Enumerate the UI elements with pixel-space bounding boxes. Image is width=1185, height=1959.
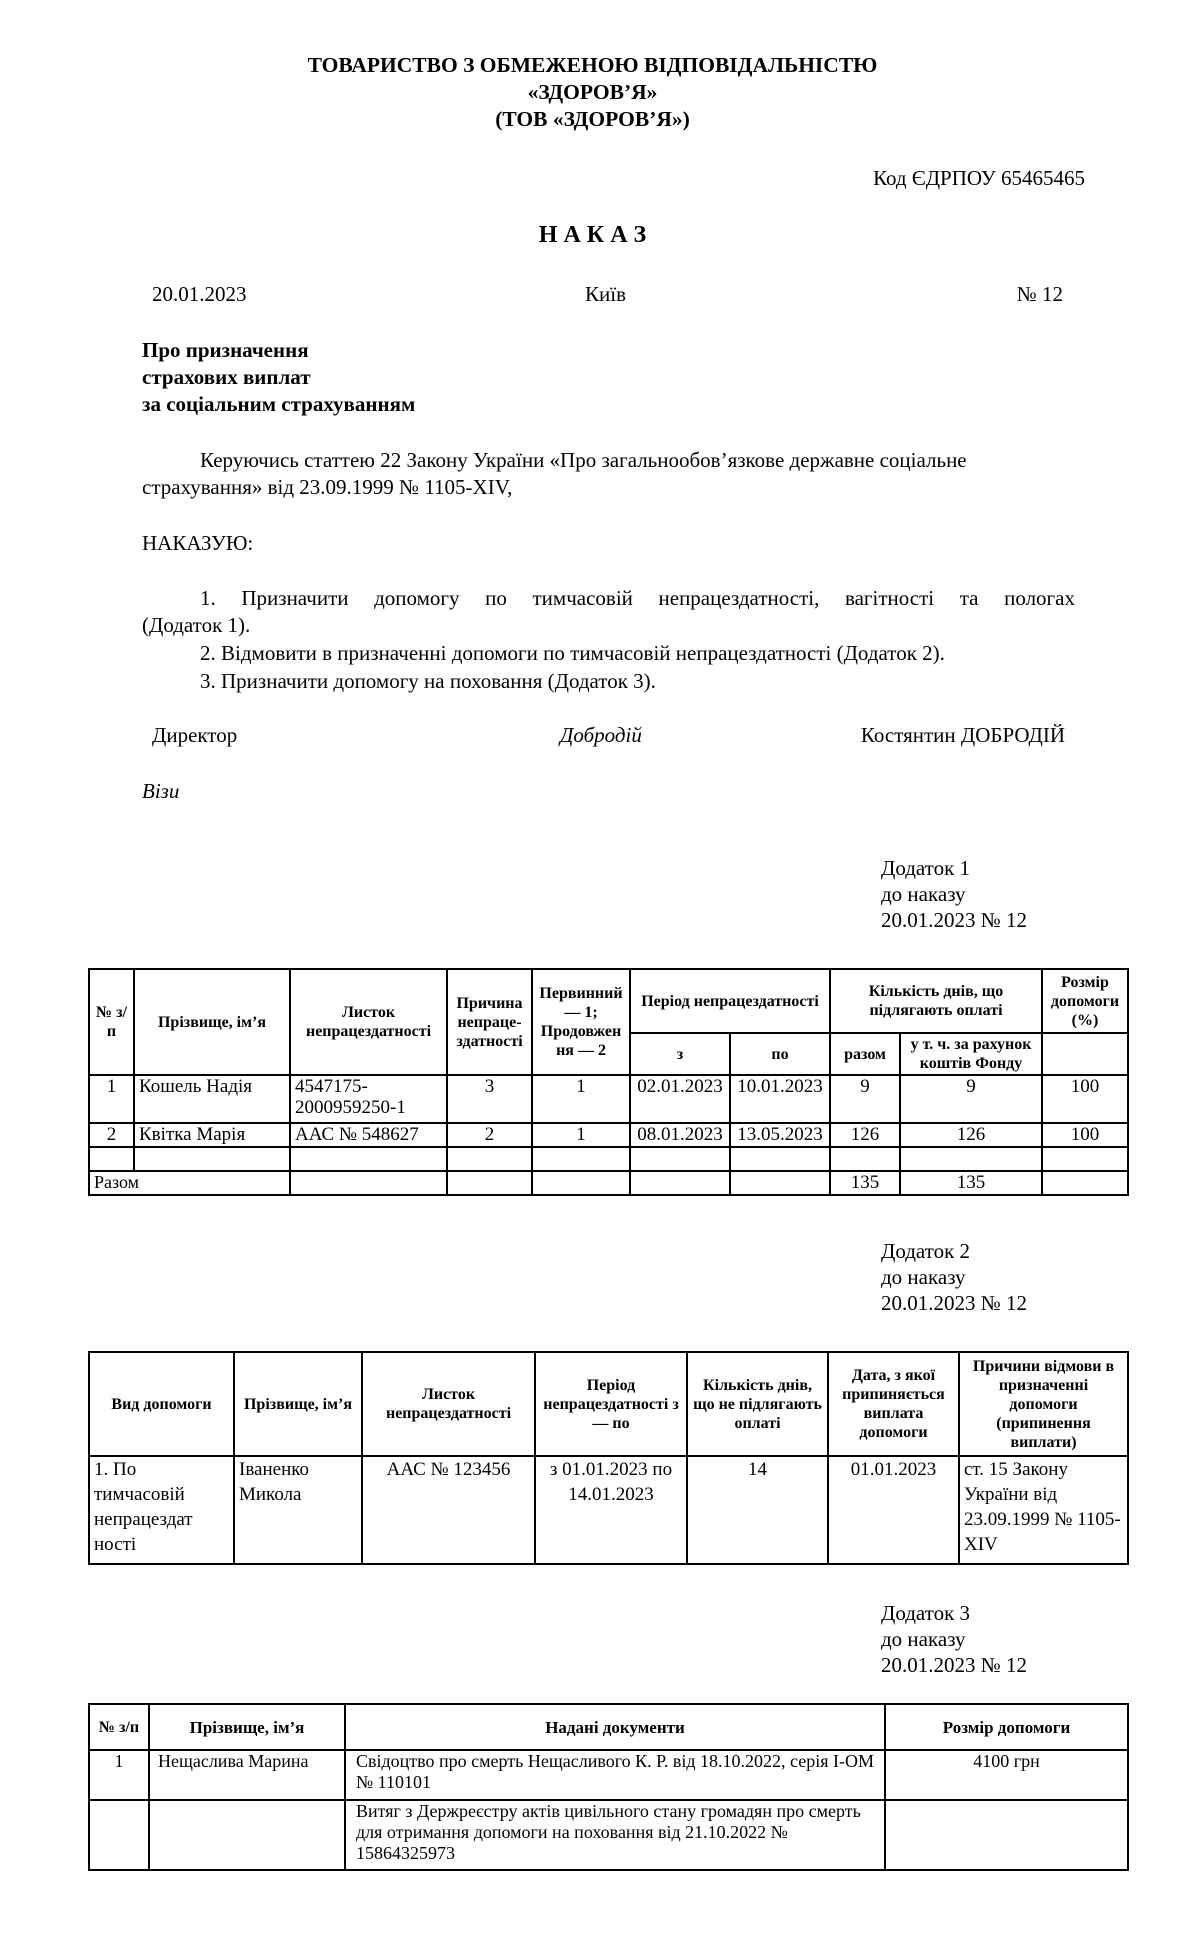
table-row: 1 Кошель Надія 4547175-2000959250-1 3 1 02.01.2023 10.01.2023 9 9 100	[89, 1075, 1128, 1123]
header-reasons: Причини відмови в призначенні допомоги (припинення виплати)	[959, 1352, 1128, 1456]
annex1-caption: Додаток 1 до наказу 20.01.2023 № 12	[881, 856, 1028, 932]
header-docs: Надані документи	[345, 1704, 885, 1750]
signature: Добродій	[560, 723, 642, 747]
annex2-caption: Додаток 2 до наказу 20.01.2023 № 12	[881, 1239, 1028, 1315]
header-period: Період непрацездатності	[630, 969, 830, 1033]
header-days: Кількість днів, що не підлягають оплаті	[687, 1352, 828, 1456]
signer-position: Директор	[152, 723, 238, 747]
order-subject: Про призначення страхових виплат за соціальним страхуванням	[142, 338, 416, 416]
header-name: Прізвище, ім’я	[234, 1352, 362, 1456]
header-days: Кількість днів, що підлягають оплаті	[830, 969, 1042, 1033]
order-word: НАКАЗУЮ:	[142, 531, 254, 555]
header-stop-date: Дата, з якої припиняється виплата допомоги	[828, 1352, 959, 1456]
order-item-1-cont: (Додаток 1).	[142, 613, 251, 637]
header-reason: Причина непраце-здатності	[447, 969, 532, 1075]
header-num: № з/п	[89, 1704, 149, 1750]
order-city: Київ	[585, 282, 626, 306]
table-sum-row: Разом 135 135	[89, 1171, 1128, 1195]
header-fund: у т. ч. за рахунок коштів Фонду	[900, 1033, 1042, 1075]
header-size: Розмір допомоги (%)	[1042, 969, 1128, 1033]
table-row: 1. По тимчасовій непрацездат ності Іваненко Микола ААС № 123456 з 01.01.2023 по 14.01.2023 14 01.01.2023 ст. 15 Закону України від 23.09.1999 № 1105-XIV	[89, 1456, 1128, 1564]
document-title: Н А К А З	[538, 222, 647, 248]
header-from: з	[630, 1033, 730, 1075]
order-number: № 12	[1016, 282, 1063, 306]
annex3-caption: Додаток 3 до наказу 20.01.2023 № 12	[881, 1601, 1028, 1677]
table-row: 2 Квітка Марія ААС № 548627 2 1 08.01.2023 13.05.2023 126 126 100	[89, 1123, 1128, 1147]
header-sheet: Листок непрацездатності	[362, 1352, 535, 1456]
header-period: Період непрацездатності з — по	[535, 1352, 687, 1456]
header-num: № з/п	[89, 969, 134, 1075]
table-row: Витяг з Держреєстру актів цивільного стану громадян про смерть для отримання допомоги на поховання від 21.10.2022 № 15864325973	[89, 1800, 1128, 1870]
header-type: Вид допомоги	[89, 1352, 234, 1456]
header-name: Прізвище, ім’я	[134, 969, 290, 1075]
preamble-line-2: страхування» від 23.09.1999 № 1105-XIV,	[142, 475, 513, 499]
order-item-1: 1. Призначити допомогу по тимчасовій непрацездатності, вагітності та пологах	[200, 586, 1075, 610]
header-to: по	[730, 1033, 830, 1075]
header-total: разом	[830, 1033, 900, 1075]
table-row: 1 Нещаслива Марина Свідоцтво про смерть Нещасливого К. Р. від 18.10.2022, серія І-ОМ № 110101 4100 грн	[89, 1750, 1128, 1800]
visas-label: Візи	[142, 779, 180, 803]
annex3-table	[88, 1703, 1129, 1871]
order-date: 20.01.2023	[152, 282, 247, 306]
order-item-3: 3. Призначити допомогу на поховання (Додаток 3).	[200, 669, 656, 693]
edrpou-code: Код ЄДРПОУ 65465465	[873, 166, 1085, 190]
header-size: Розмір допомоги	[885, 1704, 1128, 1750]
annex2-table	[88, 1351, 1129, 1565]
annex1-table	[88, 968, 1129, 1196]
preamble-line-1: Керуючись статтею 22 Закону України «Про загальнообов’язкове державне соціальне	[200, 448, 967, 472]
order-item-2: 2. Відмовити в призначенні допомоги по тимчасовій непрацездатності (Додаток 2).	[200, 641, 945, 665]
header-name: Прізвище, ім’я	[149, 1704, 345, 1750]
header-sheet: Листок непрацездатності	[290, 969, 447, 1075]
organization-name: ТОВАРИСТВО З ОБМЕЖЕНОЮ ВІДПОВІДАЛЬНІСТЮ «ЗДОРОВ’Я» (ТОВ «ЗДОРОВ’Я»)	[307, 53, 878, 131]
table-row	[89, 1147, 1128, 1171]
signer-name: Костянтин ДОБРОДІЙ	[860, 723, 1065, 747]
header-primary: Первинний — 1; Продовжен ня — 2	[532, 969, 630, 1075]
